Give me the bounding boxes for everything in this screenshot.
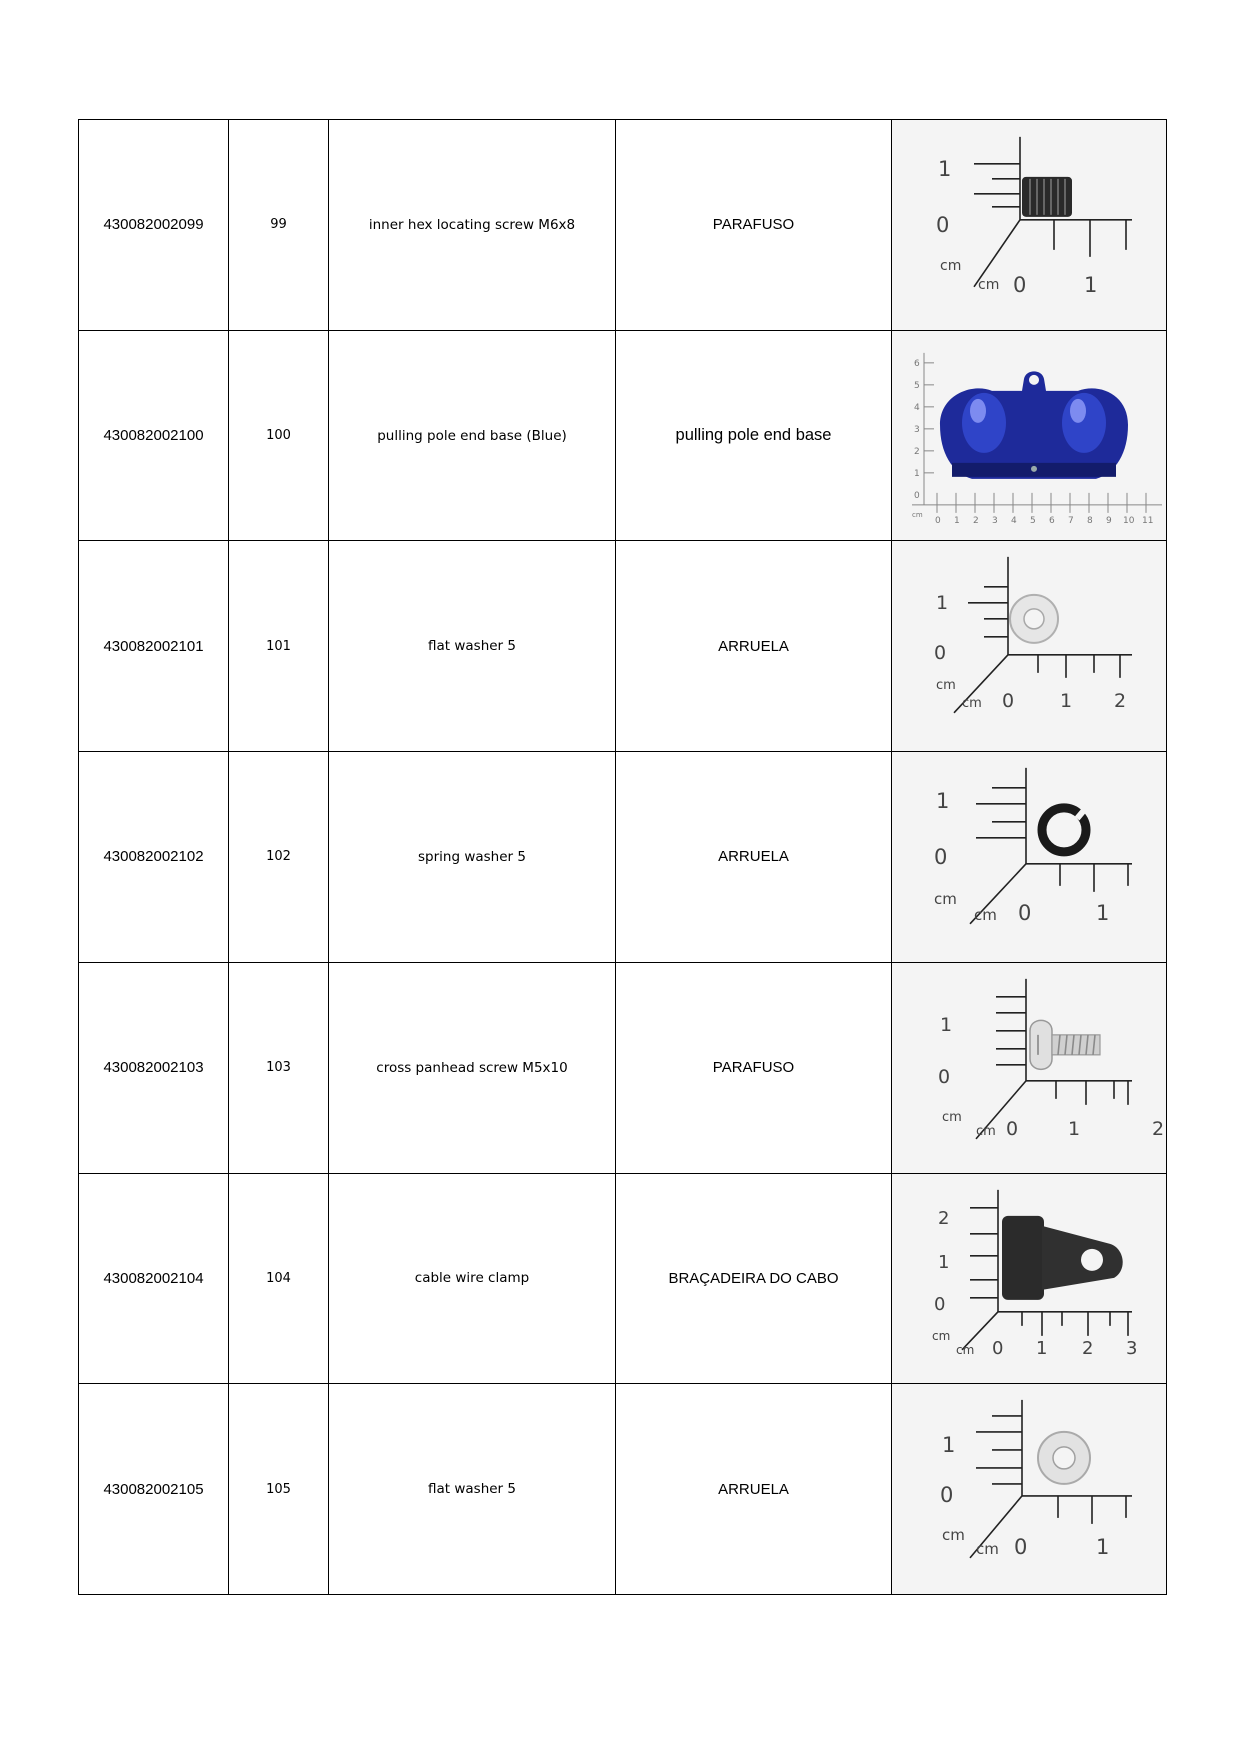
scale-y-label: 0 <box>914 490 920 501</box>
scale-y-label: 0 <box>940 1483 954 1508</box>
hex-set-screw-icon <box>892 120 1166 330</box>
scale-unit-label: cm <box>956 1342 975 1357</box>
item-number: 99 <box>229 120 329 331</box>
scale-x-label: 0 <box>1014 1535 1028 1560</box>
part-description: cable wire clamp <box>329 1173 616 1384</box>
scale-unit-label: cm <box>978 276 1000 293</box>
scale-x-label: 0 <box>1018 900 1032 925</box>
part-description: inner hex locating screw M6x8 <box>329 120 616 331</box>
table-row <box>79 1384 1167 1595</box>
scale-x-label: 6 <box>1049 515 1055 526</box>
scale-y-label: 3 <box>914 424 920 435</box>
table-row <box>79 330 1167 541</box>
scale-y-label: 1 <box>940 1013 953 1036</box>
item-number: 104 <box>229 1173 329 1384</box>
scale-x-label: 1 <box>1096 900 1110 925</box>
table-row <box>79 1173 1167 1384</box>
scale-unit-label: cm <box>934 889 957 908</box>
part-code: 430082002104 <box>79 1173 229 1384</box>
scale-y-label: 1 <box>938 156 952 181</box>
table-row <box>79 541 1167 752</box>
scale-y-label: 4 <box>914 402 920 413</box>
scale-unit-label: cm <box>932 1328 951 1343</box>
scale-unit-label: cm <box>940 257 962 274</box>
item-number: 103 <box>229 962 329 1173</box>
item-number: 102 <box>229 752 329 963</box>
scale-x-label: 5 <box>1030 515 1036 526</box>
scale-x-label: 1 <box>1036 1337 1048 1359</box>
table-row <box>79 962 1167 1173</box>
scale-x-label: 2 <box>1152 1117 1165 1140</box>
part-code: 430082002105 <box>79 1384 229 1595</box>
scale-x-label: 1 <box>1060 690 1073 713</box>
part-code: 430082002103 <box>79 962 229 1173</box>
scale-x-label: 11 <box>1142 515 1154 526</box>
scale-y-label: 2 <box>914 446 920 457</box>
scale-x-label: 0 <box>935 515 941 526</box>
part-code: 430082002100 <box>79 330 229 541</box>
part-description: pulling pole end base (Blue) <box>329 330 616 541</box>
scale-x-label: 1 <box>954 515 960 526</box>
portuguese-name: ARRUELA <box>616 1384 892 1595</box>
scale-unit-label: cm <box>912 510 923 519</box>
scale-x-label: 0 <box>1006 1117 1019 1140</box>
scale-x-label: 1 <box>1084 272 1098 297</box>
scale-x-label: 2 <box>973 515 979 526</box>
scale-x-label: 0 <box>1013 272 1027 297</box>
scale-y-label: 1 <box>942 1433 956 1458</box>
part-description: cross panhead screw M5x10 <box>329 962 616 1173</box>
scale-unit-label: cm <box>976 1540 999 1559</box>
scale-x-label: 8 <box>1087 515 1093 526</box>
scale-x-label: 3 <box>1126 1337 1138 1359</box>
part-photo <box>892 962 1167 1173</box>
scale-y-label: 1 <box>936 788 950 813</box>
scale-x-label: 1 <box>1068 1117 1081 1140</box>
panhead-screw-icon <box>892 963 1166 1173</box>
scale-x-label: 2 <box>1114 690 1127 713</box>
item-number: 101 <box>229 541 329 752</box>
scale-y-label: 0 <box>936 212 950 237</box>
part-code: 430082002102 <box>79 752 229 963</box>
pulling-pole-end-base-icon <box>892 331 1166 541</box>
table-row <box>79 752 1167 963</box>
portuguese-name: pulling pole end base <box>616 330 892 541</box>
scale-unit-label: cm <box>936 678 956 694</box>
portuguese-name: PARAFUSO <box>616 120 892 331</box>
cable-clamp-icon <box>892 1174 1166 1384</box>
part-photo <box>892 1173 1167 1384</box>
scale-y-label: 6 <box>914 358 920 369</box>
scale-x-label: 9 <box>1106 515 1112 526</box>
scale-y-label: 0 <box>934 1293 946 1315</box>
portuguese-name: BRAÇADEIRA DO CABO <box>616 1173 892 1384</box>
scale-y-label: 1 <box>938 1251 950 1273</box>
scale-x-label: 0 <box>1002 690 1015 713</box>
spring-washer-icon <box>892 752 1166 962</box>
item-number: 100 <box>229 330 329 541</box>
scale-unit-label: cm <box>976 1123 996 1139</box>
part-photo <box>892 1384 1167 1595</box>
portuguese-name: PARAFUSO <box>616 962 892 1173</box>
part-photo <box>892 330 1167 541</box>
item-number: 105 <box>229 1384 329 1595</box>
part-description: spring washer 5 <box>329 752 616 963</box>
scale-y-label: 0 <box>934 844 948 869</box>
scale-unit-label: cm <box>962 696 982 712</box>
scale-y-label: 1 <box>936 592 949 615</box>
scale-y-label: 5 <box>914 380 920 391</box>
parts-table <box>78 119 1167 1595</box>
scale-y-label: 2 <box>938 1207 950 1229</box>
flat-washer-icon <box>892 541 1166 751</box>
scale-x-label: 0 <box>992 1337 1004 1359</box>
scale-x-label: 10 <box>1123 515 1135 526</box>
flat-washer-icon <box>892 1384 1166 1594</box>
scale-x-label: 7 <box>1068 515 1074 526</box>
scale-x-label: 1 <box>1096 1535 1110 1560</box>
scale-y-label: 0 <box>938 1065 951 1088</box>
scale-unit-label: cm <box>942 1526 965 1545</box>
table-row <box>79 120 1167 331</box>
scale-unit-label: cm <box>974 905 997 924</box>
scale-y-label: 0 <box>934 642 947 665</box>
part-photo <box>892 541 1167 752</box>
scale-unit-label: cm <box>942 1109 962 1125</box>
scale-x-label: 3 <box>992 515 998 526</box>
scale-x-label: 4 <box>1011 515 1017 526</box>
part-code: 430082002101 <box>79 541 229 752</box>
scale-y-label: 1 <box>914 468 920 479</box>
part-description: flat washer 5 <box>329 541 616 752</box>
part-photo <box>892 752 1167 963</box>
scale-x-label: 2 <box>1082 1337 1094 1359</box>
portuguese-name: ARRUELA <box>616 752 892 963</box>
portuguese-name: ARRUELA <box>616 541 892 752</box>
part-photo <box>892 120 1167 331</box>
part-code: 430082002099 <box>79 120 229 331</box>
part-description: flat washer 5 <box>329 1384 616 1595</box>
